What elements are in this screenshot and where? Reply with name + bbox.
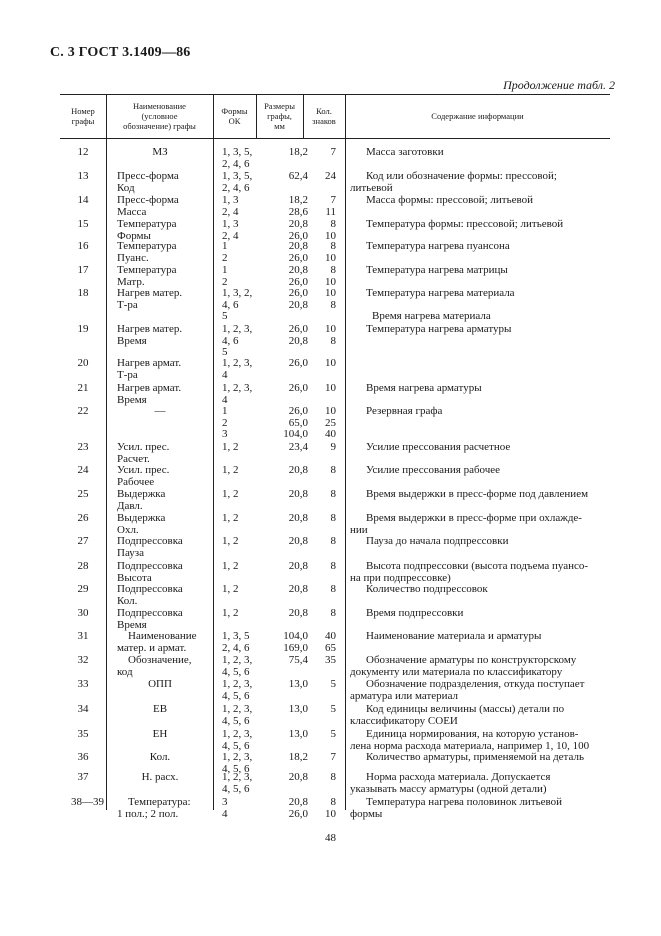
row-name: Температура Пуанс. — [117, 240, 177, 264]
row-number: 20 — [77, 357, 89, 369]
row-forms: 3 4 — [222, 796, 228, 820]
row-size: 23,4 — [288, 441, 308, 453]
row-number: 38—39 — [71, 796, 104, 808]
row-count: 8 — [330, 512, 336, 524]
row-size: 26,0 20,8 — [288, 287, 308, 311]
row-number: 13 — [77, 170, 89, 182]
row-info-first-line: Резервная графа — [366, 405, 443, 417]
row-number: 17 — [77, 264, 89, 276]
column-header-size: Размеры графы, мм — [264, 101, 295, 131]
row-name: Подпрессовка Время — [117, 607, 183, 631]
row-count: 8 10 — [325, 240, 336, 264]
row-size: 26,0 65,0 104,0 — [283, 405, 308, 440]
row-name: ОПП — [148, 678, 172, 690]
row-name: Подпрессовка Высота — [117, 560, 183, 584]
row-forms: 1 2 3 — [222, 405, 228, 440]
row-info — [350, 383, 598, 395]
row-info-first-line: Усилие прессования рабочее — [366, 464, 501, 476]
row-info — [350, 147, 598, 159]
row-forms: 1, 2 — [222, 535, 239, 547]
row-number: 31 — [77, 630, 89, 642]
row-name: — — [154, 405, 166, 417]
row-name: Температура Формы — [117, 218, 177, 242]
row-count: 10 8 — [325, 287, 336, 311]
row-name: Нагрев матер. Время — [117, 323, 183, 347]
row-number: 15 — [77, 218, 89, 230]
row-info-first-line: Температура нагрева арматуры — [366, 323, 512, 335]
row-info — [350, 536, 598, 548]
row-info — [350, 561, 598, 584]
row-info-first-line: Масса формы: прессовой; литьевой — [366, 194, 534, 206]
row-info — [350, 608, 598, 620]
row-name: Нагрев армат. Время — [117, 382, 182, 406]
row-info — [350, 489, 598, 501]
row-info-first-line: Код единицы величины (массы) детали по — [366, 703, 565, 715]
row-size: 26,0 — [288, 357, 308, 369]
row-count: 5 — [330, 728, 336, 740]
page-number: 48 — [325, 832, 336, 844]
row-number: 12 — [77, 146, 89, 158]
row-size: 20,8 26,0 — [288, 240, 308, 264]
row-name: Наименование матер. и армат. — [117, 630, 197, 654]
row-forms: 1, 2 — [222, 464, 239, 476]
row-number: 23 — [77, 441, 89, 453]
row-info — [350, 655, 598, 678]
row-count: 5 — [330, 703, 336, 715]
row-name: Пресс-форма Код — [117, 170, 179, 194]
row-forms: 1, 2, 3, 4 — [222, 382, 253, 406]
row-size: 20,8 26,0 — [288, 218, 308, 242]
row-name: Температура: 1 пол.; 2 пол. — [117, 796, 191, 820]
row-count: 10 — [325, 357, 336, 369]
row-size: 20,8 — [288, 488, 308, 500]
row-number: 32 — [77, 654, 89, 666]
row-size: 75,4 — [288, 654, 308, 666]
row-size: 13,0 — [288, 678, 308, 690]
row-name: Подпрессовка Пауза — [117, 535, 183, 559]
row-info-continuation: на при подпрессовке) — [350, 571, 451, 584]
row-info-continuation: Время нагрева материала — [372, 310, 491, 322]
row-count: 8 — [330, 464, 336, 476]
row-name: Выдержка Давл. — [117, 488, 166, 512]
row-forms: 1, 2, 3, 4, 5, 6 — [222, 751, 253, 775]
row-name: Выдержка Охл. — [117, 512, 166, 536]
row-info — [350, 265, 598, 277]
row-count: 10 8 — [325, 323, 336, 347]
row-number: 35 — [77, 728, 89, 740]
row-number: 33 — [77, 678, 89, 690]
row-info — [350, 219, 598, 231]
row-info — [350, 679, 598, 702]
row-forms: 1, 2, 3, 4 — [222, 357, 253, 381]
row-info — [350, 288, 598, 323]
row-info-first-line: Температура нагрева материала — [366, 287, 515, 299]
row-forms: 1, 3 2, 4 — [222, 194, 239, 218]
row-forms: 1, 3 2, 4 — [222, 218, 239, 242]
row-name: Температура Матр. — [117, 264, 177, 288]
row-size: 20,8 26,0 — [288, 796, 308, 820]
row-number: 36 — [77, 751, 89, 763]
row-info — [350, 195, 598, 207]
row-info — [350, 442, 598, 454]
row-size: 20,8 — [288, 771, 308, 783]
row-number: 22 — [77, 405, 89, 417]
row-forms: 1 2 — [222, 240, 228, 264]
row-forms: 1, 2, 3, 4, 5, 6 — [222, 703, 253, 727]
row-size: 13,0 — [288, 703, 308, 715]
row-info-first-line: Температура нагрева половинок литьевой — [366, 796, 563, 808]
row-info-continuation: формы — [350, 807, 383, 820]
row-info-first-line: Пауза до начала подпрессовки — [366, 535, 509, 547]
row-name: Обозначение, код — [117, 654, 192, 678]
row-forms: 1, 2, 3, 4, 6 5 — [222, 323, 253, 358]
row-number: 37 — [77, 771, 89, 783]
row-name: МЗ — [152, 146, 168, 158]
row-name: Усил. прес. Рабочее — [117, 464, 170, 488]
row-info — [350, 584, 598, 596]
row-name: Кол. — [149, 751, 171, 763]
row-name: Усил. прес. Расчет. — [117, 441, 170, 465]
row-number: 24 — [77, 464, 89, 476]
row-size: 20,8 — [288, 512, 308, 524]
row-size: 26,0 20,8 — [288, 323, 308, 347]
row-size: 20,8 26,0 — [288, 264, 308, 288]
row-info — [350, 513, 598, 536]
row-info-continuation: литьевой — [350, 181, 393, 194]
row-size: 20,8 — [288, 607, 308, 619]
row-forms: 1, 2, 3, 4, 5, 6 — [222, 728, 253, 752]
row-count: 7 — [330, 146, 336, 158]
row-size: 18,2 — [288, 146, 308, 158]
row-forms: 1, 2 — [222, 583, 239, 595]
row-count: 10 — [325, 382, 336, 394]
row-forms: 1, 2, 3, 4, 5, 6 — [222, 654, 253, 678]
row-info — [350, 241, 598, 253]
row-name: Нагрев армат. Т-ра — [117, 357, 182, 381]
row-forms: 1, 2 — [222, 560, 239, 572]
row-count: 8 — [330, 488, 336, 500]
row-info — [350, 752, 598, 764]
row-forms: 1 2 — [222, 264, 228, 288]
row-info — [350, 324, 598, 336]
row-number: 29 — [77, 583, 89, 595]
row-info — [350, 465, 598, 477]
row-size: 26,0 — [288, 382, 308, 394]
row-info-first-line: Единица нормирования, на которую установ- — [366, 728, 579, 740]
row-info-first-line: Температура формы: прессовой; литьевой — [366, 218, 564, 230]
continuation-label: Продолжение табл. 2 — [503, 78, 615, 92]
row-name: Подпрессовка Кол. — [117, 583, 183, 607]
row-info-continuation: указывать массу арматуры (одной детали) — [350, 782, 547, 795]
column-header-info: Содержание информации — [431, 111, 524, 121]
row-number: 14 — [77, 194, 89, 206]
row-info-first-line: Норма расхода материала. Допускается — [366, 771, 551, 783]
row-info-first-line: Обозначение арматуры по конструкторскому — [366, 654, 577, 666]
row-info-continuation: нии — [350, 523, 368, 536]
row-number: 26 — [77, 512, 89, 524]
row-name: Н. расх. — [141, 771, 179, 783]
row-count: 8 — [330, 535, 336, 547]
row-forms: 1, 3, 5, 2, 4, 6 — [222, 170, 253, 194]
row-number: 30 — [77, 607, 89, 619]
row-size: 20,8 — [288, 464, 308, 476]
row-info-first-line: Наименование материала и арматуры — [366, 630, 542, 642]
row-number: 25 — [77, 488, 89, 500]
page-header: С. 3 ГОСТ 3.1409—86 — [50, 45, 191, 60]
row-size: 18,2 — [288, 751, 308, 763]
row-info-first-line: Количество подпрессовок — [366, 583, 488, 595]
row-forms: 1, 2 — [222, 441, 239, 453]
row-number: 28 — [77, 560, 89, 572]
row-number: 27 — [77, 535, 89, 547]
row-count: 8 — [330, 771, 336, 783]
row-number: 16 — [77, 240, 89, 252]
row-info-first-line: Усилие прессования расчетное — [366, 441, 511, 453]
row-info-first-line: Температура нагрева пуансона — [366, 240, 510, 252]
row-size: 20,8 — [288, 583, 308, 595]
row-count: 8 — [330, 583, 336, 595]
row-info — [350, 704, 598, 727]
row-number: 18 — [77, 287, 89, 299]
row-count: 35 — [325, 654, 336, 666]
row-forms: 1, 2, 3, 4, 5, 6 — [222, 771, 253, 795]
row-info — [350, 406, 598, 418]
column-header-count: Кол. знаков — [312, 106, 336, 126]
row-info-first-line: Время нагрева арматуры — [366, 382, 482, 394]
row-forms: 1, 2 — [222, 512, 239, 524]
row-size: 13,0 — [288, 728, 308, 740]
row-number: 34 — [77, 703, 89, 715]
row-size: 20,8 — [288, 560, 308, 572]
row-info — [350, 772, 598, 795]
row-count: 5 — [330, 678, 336, 690]
row-info — [350, 729, 598, 752]
row-info — [350, 171, 598, 194]
row-info-first-line: Время подпрессовки — [366, 607, 464, 619]
row-forms: 1, 2, 3, 4, 5, 6 — [222, 678, 253, 702]
row-info-first-line: Код или обозначение формы: прессовой; — [366, 170, 557, 182]
row-info-first-line: Масса заготовки — [366, 146, 444, 158]
column-header-forms: Формы ОК — [221, 106, 248, 126]
row-name: ЕН — [152, 728, 168, 740]
row-info-first-line: Количество арматуры, применяемой на деталь — [366, 751, 584, 763]
row-number: 21 — [77, 382, 89, 394]
row-info-continuation: документу или материала по классификатору — [350, 665, 563, 678]
row-count: 24 — [325, 170, 336, 182]
row-size: 20,8 — [288, 535, 308, 547]
row-forms: 1, 3, 2, 4, 6 5 — [222, 287, 253, 322]
row-count: 9 — [330, 441, 336, 453]
column-header-name: Наименование (условное обозначение) графы — [123, 101, 196, 131]
row-info-first-line: Температура нагрева матрицы — [366, 264, 508, 276]
row-info-first-line: Высота подпрессовки (высота подъема пуансо- — [366, 560, 589, 572]
row-forms: 1, 2 — [222, 607, 239, 619]
row-info — [350, 631, 598, 643]
row-info — [350, 797, 598, 820]
row-count: 7 — [330, 751, 336, 763]
row-count: 8 10 — [325, 796, 336, 820]
row-info-continuation: классификатору СОЕИ — [350, 714, 458, 727]
row-size: 62,4 — [288, 170, 308, 182]
row-forms: 1, 2 — [222, 488, 239, 500]
row-number: 19 — [77, 323, 89, 335]
row-count: 8 10 — [325, 264, 336, 288]
row-info-continuation: арматура или материал — [350, 689, 459, 702]
row-info-continuation: лена норма расхода материала, например 1, 10, 100 — [350, 739, 590, 752]
row-count: 8 10 — [325, 218, 336, 242]
row-name: Пресс-форма Масса — [117, 194, 179, 218]
row-count: 7 11 — [325, 194, 336, 218]
row-count: 10 25 40 — [325, 405, 336, 440]
row-forms: 1, 3, 5 2, 4, 6 — [222, 630, 250, 654]
row-size: 18,2 28,6 — [288, 194, 308, 218]
row-name: Нагрев матер. Т-ра — [117, 287, 183, 311]
column-header-num: Номер графы — [71, 106, 95, 126]
row-forms: 1, 3, 5, 2, 4, 6 — [222, 146, 253, 170]
row-count: 40 65 — [325, 630, 336, 654]
row-info-first-line: Время выдержки в пресс-форме при охлажде- — [366, 512, 582, 524]
row-info-first-line: Обозначение подразделения, откуда поступает — [366, 678, 585, 690]
row-info-first-line: Время выдержки в пресс-форме под давлением — [366, 488, 589, 500]
row-count: 8 — [330, 560, 336, 572]
row-count: 8 — [330, 607, 336, 619]
row-size: 104,0 169,0 — [283, 630, 308, 654]
row-name: ЕВ — [152, 703, 168, 715]
